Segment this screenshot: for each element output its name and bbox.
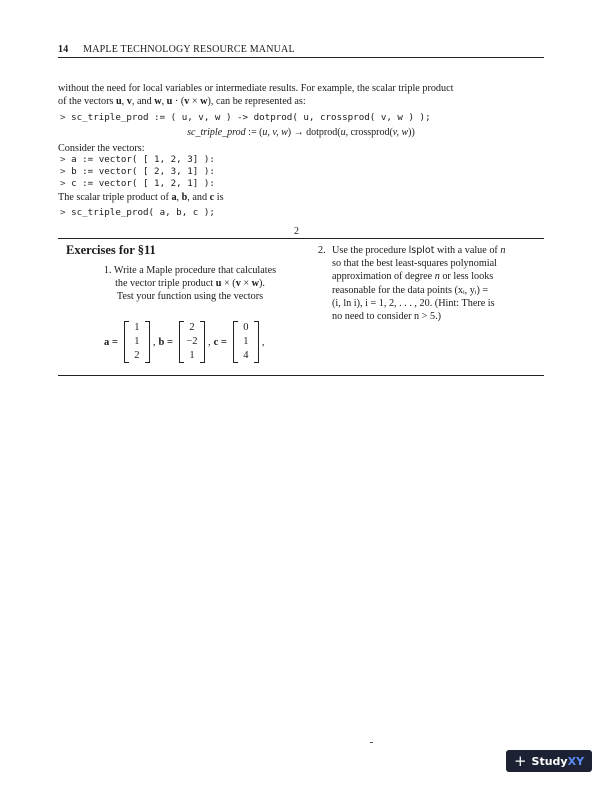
consider-text: Consider the vectors: bbox=[58, 143, 145, 154]
page-number: 14 bbox=[58, 44, 69, 55]
lsplot-command: lsplot bbox=[408, 245, 435, 256]
code-input-define bbox=[60, 112, 431, 124]
vector-c-matrix: 0 1 4 bbox=[233, 321, 259, 363]
page-dash-mark bbox=[370, 742, 373, 743]
triple-product-text: The scalar triple product of a, b, and c is bbox=[58, 192, 224, 203]
exercise-1 bbox=[74, 265, 306, 303]
intro-line-2: of the vectors u, v, and w, u · (v × w), can be represented as: bbox=[58, 96, 306, 107]
running-title: MAPLE TECHNOLOGY RESOURCE MANUAL bbox=[83, 44, 295, 55]
output-procedure: sc_triple_prod := (u, v, w) → dotprod(u, crossprod(v, w)) bbox=[187, 127, 415, 138]
code-input-vector-c: > c := vector( [ 1, 2, 1] ): bbox=[60, 178, 215, 189]
exercise-2-line-4: reasonable for the data points (xᵢ, yᵢ) = bbox=[332, 284, 489, 296]
exercise-2-line-1: 2. Use the procedure lsplot with a value of n bbox=[318, 245, 506, 256]
exercise-2-line-6: no need to consider n > 5.) bbox=[332, 311, 442, 323]
exercises-top-rule bbox=[58, 238, 544, 239]
output-result: 2 bbox=[294, 226, 299, 237]
studyxy-logo[interactable] bbox=[506, 750, 592, 772]
exercise-1-line-2: the vector triple product u × (v × w). bbox=[115, 277, 265, 289]
exercise-2-line-3: approximation of degree n or less looks bbox=[332, 271, 494, 283]
test-vectors: a = 1 1 2 , b = 2 −2 1 , c = 0 1 4 , bbox=[104, 322, 265, 361]
vector-c-label: c = bbox=[213, 336, 227, 348]
exercise-1-line-3: Test your function using the vectors bbox=[116, 290, 264, 302]
plus-icon: + bbox=[513, 751, 527, 770]
prompt-marker: > bbox=[60, 112, 66, 123]
exercises-bottom-rule bbox=[58, 375, 544, 376]
intro-line-1: without the need for local variables or intermediate results. For example, the scalar triple product bbox=[58, 83, 454, 94]
header-rule bbox=[58, 57, 544, 58]
exercise-1-line-1: 1. Write a Maple procedure that calculates bbox=[103, 265, 277, 276]
code-input-call: > sc_triple_prod( a, b, c ); bbox=[60, 207, 215, 218]
vector-a-label: a = bbox=[104, 336, 118, 348]
exercise-2-line-2: so that the best least-squares polynomial bbox=[332, 258, 497, 270]
vector-a-matrix: 1 1 2 bbox=[124, 321, 150, 363]
code-input-vector-a: > a := vector( [ 1, 2, 3] ): bbox=[60, 154, 215, 165]
code-text: sc_triple_prod := ( u, v, w ) -> dotprod( u, crossprod( v, w ) ); bbox=[65, 112, 431, 123]
vector-b-label: b = bbox=[158, 336, 173, 348]
logo-brand-accent: XY bbox=[567, 754, 585, 768]
intro-paragraph bbox=[58, 82, 544, 108]
exercises-title: Exercises for §11 bbox=[66, 243, 156, 257]
vector-b-matrix: 2 −2 1 bbox=[179, 321, 205, 363]
exercise-2-line-5: (i, ln i), i = 1, 2, . . . , 20. (Hint: There is bbox=[332, 297, 495, 309]
logo-brand: Study bbox=[531, 754, 568, 768]
code-input-vector-b: > b := vector( [ 2, 3, 1] ): bbox=[60, 166, 215, 177]
page-header bbox=[58, 44, 544, 55]
exercise-2 bbox=[318, 244, 544, 323]
